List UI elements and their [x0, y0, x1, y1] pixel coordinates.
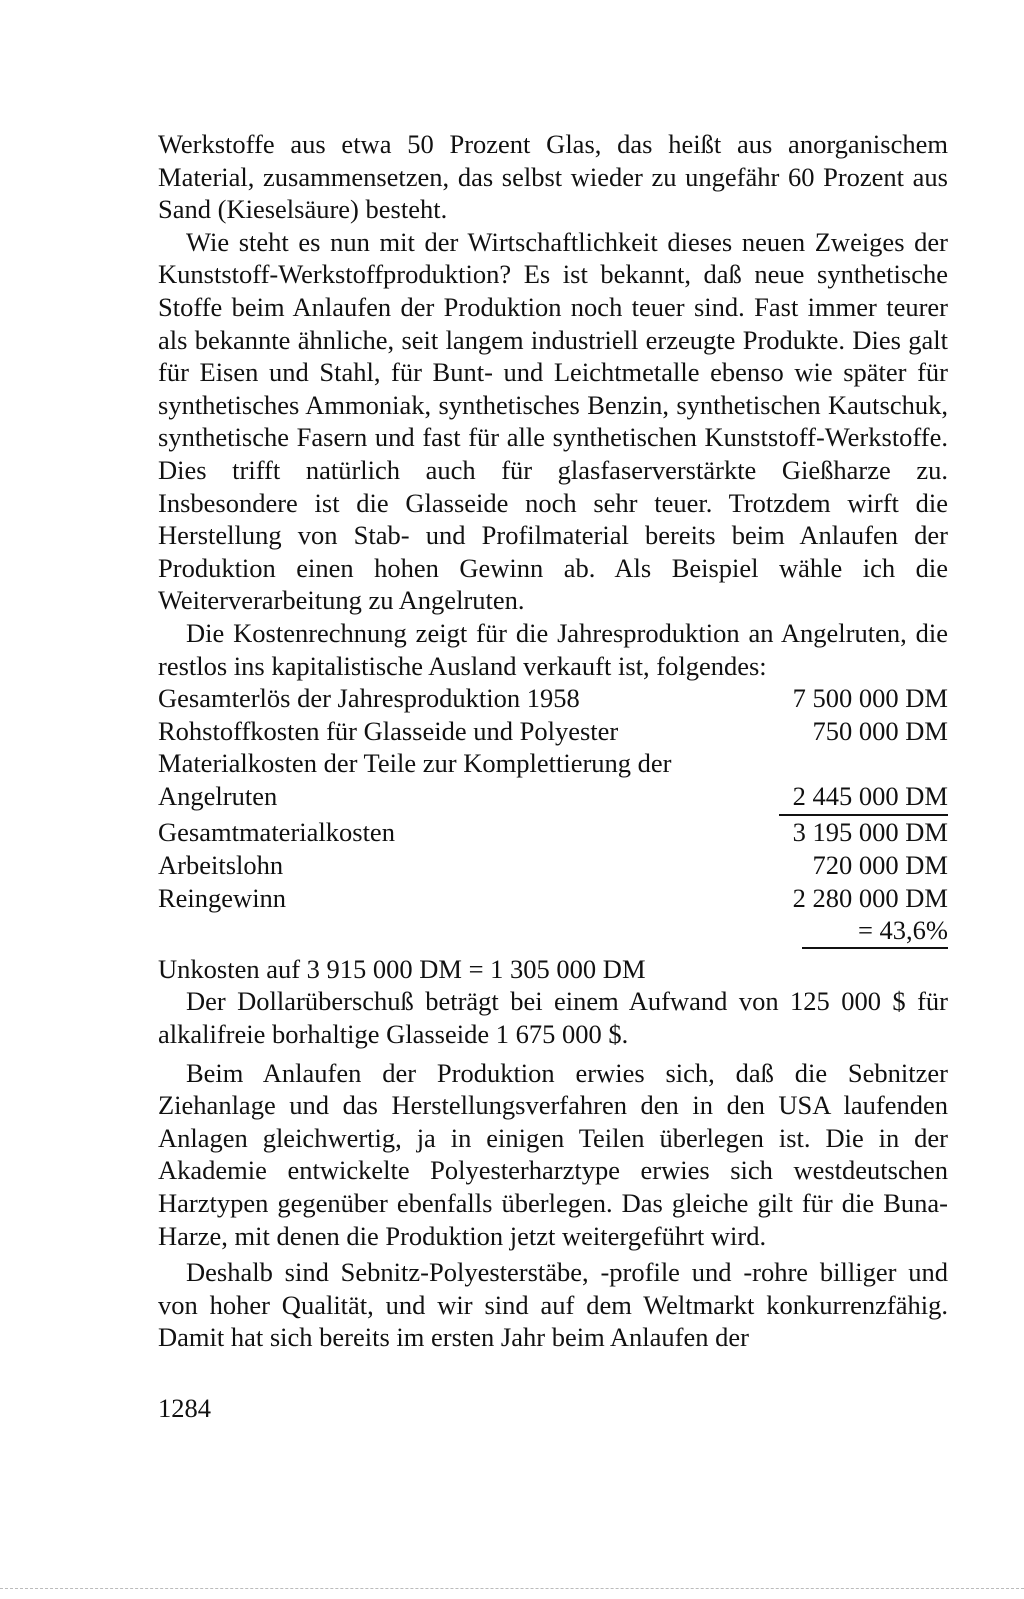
cost-amount: 2 445 000 DM	[792, 780, 948, 811]
cost-amount: 7 500 000 DM	[792, 683, 948, 714]
unkosten-line: Unkosten auf 3 915 000 DM = 1 305 000 DM	[158, 953, 646, 984]
cost-label	[158, 914, 708, 949]
cost-row-subtotal	[158, 812, 948, 849]
cost-row	[158, 715, 948, 748]
cost-row	[158, 780, 948, 813]
cost-amount: 2 280 000 DM	[792, 882, 948, 913]
cost-row-percentage	[158, 914, 948, 949]
paragraph-1: Werkstoffe aus etwa 50 Prozent Glas, das heißt aus anorganischem Material, zusammensetzen, das selbst wieder zu ungefähr 60 Prozent aus Sand (Kieselsäure) besteht.	[158, 129, 948, 225]
cost-label: Rohstoffkosten für Glasseide und Polyester	[158, 715, 619, 746]
cost-amount: = 43,6%	[802, 914, 948, 949]
cost-label: Materialkosten der Teile zur Komplettierung der	[158, 748, 672, 779]
cost-row	[158, 882, 948, 915]
cost-table	[158, 682, 948, 949]
cost-row	[158, 682, 948, 715]
paragraph-2: Wie steht es nun mit der Wirtschaftlichkeit dieses neuen Zweiges der Kunststoff-Werkstoffproduktion? Es ist bekannt, daß neue synthetische Stoffe beim Anlaufen der Produktion noch teuer sind. Fast immer teurer als bekannte ähnliche, seit langem industriell erzeugte Produkte. Dies galt für Eisen und Stahl, für Bunt- und Leichtmetalle ebenso wie später für synthetisches Ammoniak, synthetisches Benzin, synthetischen Kautschuk, synthetische Fasern und fast für alle synthetischen Kunststoff-Werkstoffe. Dies trifft natürlich auch für glasfaserverstärkte Gießharze zu. Insbesondere ist die Glasseide noch sehr teuer. Trotzdem wirft die Herstellung von Stab- und Profilmaterial bereits beim Anlaufen der Produktion einen hohen Gewinn ab. Als Beispiel wähle ich die Weiterverarbeitung zu Angelruten.	[158, 226, 948, 616]
paragraph-3: Die Kostenrechnung zeigt für die Jahresproduktion an Angelruten, die restlos ins kapitalistische Ausland verkauft ist, folgendes:	[158, 617, 948, 681]
book-page	[158, 128, 948, 1425]
scan-edge-line	[0, 1588, 1024, 1589]
paragraph-4: Der Dollarüberschuß beträgt bei einem Aufwand von 125 000 $ für alkalifreie borhaltige Glasseide 1 675 000 $.	[158, 986, 948, 1050]
paragraph-6: Deshalb sind Sebnitz-Polyesterstäbe, -profile und -rohre billiger und von hoher Qualität, und wir sind auf dem Weltmarkt konkurrenzfähig. Damit hat sich bereits im ersten Jahr beim Anlaufen der	[158, 1257, 948, 1353]
cost-amount	[708, 747, 948, 780]
cost-label: Arbeitslohn	[158, 850, 284, 881]
cost-amount: 750 000 DM	[812, 715, 948, 746]
cost-label: Angelruten	[158, 780, 278, 811]
cost-label: Reingewinn	[158, 882, 287, 913]
cost-label: Gesamtmaterialkosten	[158, 817, 395, 848]
cost-label: Gesamterlös der Jahresproduktion 1958	[158, 683, 580, 714]
cost-amount: 3 195 000 DM	[779, 814, 948, 849]
cost-row	[158, 747, 948, 780]
cost-row	[158, 849, 948, 882]
paragraph-5: Beim Anlaufen der Produktion erwies sich, daß die Sebnitzer Ziehanlage und das Herstellungsverfahren den in den USA laufenden Anlagen gleichwertig, ja in einigen Teilen überlegen ist. Die in der Akademie entwickelte Polyesterharztype erwies sich westdeutschen Harztypen gegenüber ebenfalls überlegen. Das gleiche gilt für die Buna-Harze, mit denen die Produktion jetzt weitergeführt wird.	[158, 1057, 948, 1251]
page-number: 1284	[158, 1392, 211, 1423]
cost-amount: 720 000 DM	[812, 850, 948, 881]
